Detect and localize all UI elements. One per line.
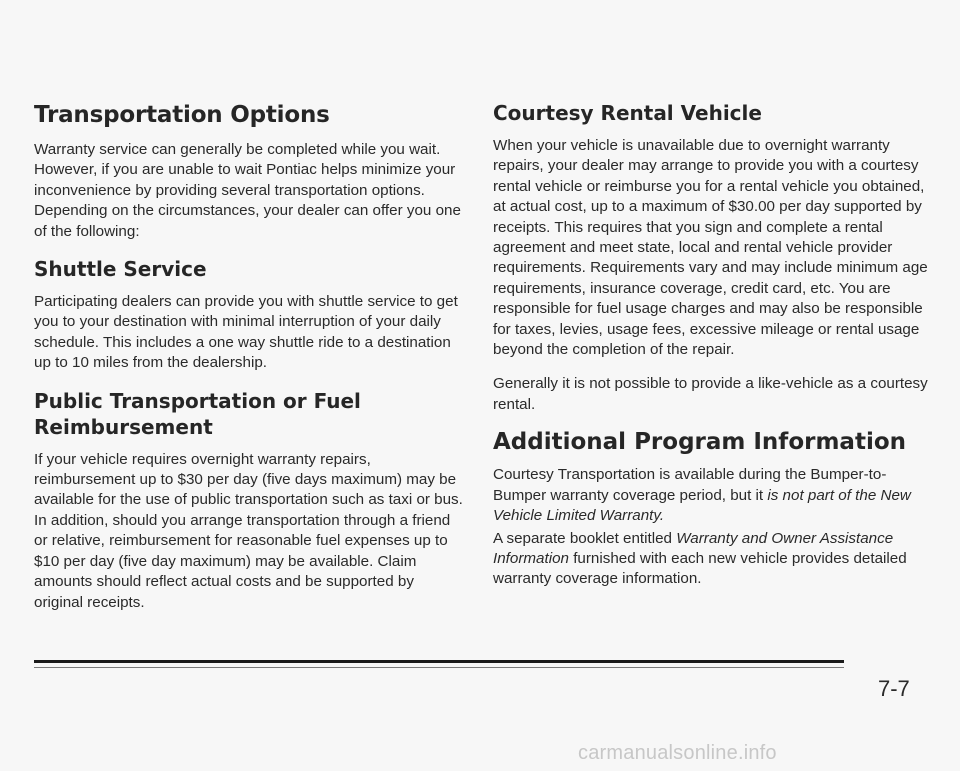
- left-column: [34, 96, 464, 627]
- courtesy-rental-heading: Courtesy Rental Vehicle: [493, 101, 762, 125]
- additional-program-heading: Additional Program Information: [493, 429, 907, 456]
- shuttle-service-heading: Shuttle Service: [34, 257, 207, 282]
- additional-text-1-italic: is not part of the New Vehicle Limited Warranty.: [493, 486, 911, 525]
- footer-rule: [34, 660, 844, 663]
- shuttle-service-text: Participating dealers can provide you with shuttle service to get you to your destination with minimal interruption of your daily schedule. This includes a one way shuttle ride to a destination up to 10 miles from the dealership.: [34, 293, 458, 372]
- page-number: 7-7: [878, 676, 910, 701]
- right-column: [493, 100, 928, 604]
- public-transportation-heading: Public Transportation or Fuel Reimbursement: [34, 388, 361, 439]
- transportation-intro-text: Warranty service can generally be completed while you wait. However, if you are unable to wait Pontiac helps minimize your inconvenience by providing several transportation options. Depending on the circumstances, your dealer can offer you one of the following:: [34, 141, 461, 240]
- additional-text-2-end: furnished with each new vehicle provides detailed warranty coverage information.: [493, 549, 907, 588]
- additional-program-text-2: [493, 529, 928, 590]
- additional-text-1-plain: Courtesy Transportation is available during the Bumper-to-Bumper warranty coverage period, but it: [493, 466, 887, 504]
- additional-program-text-1: [493, 465, 928, 526]
- public-transportation-text: If your vehicle requires overnight warranty repairs, reimbursement up to $30 per day (five days maximum) may be available for the use of public transportation such as taxi or bus. In addition, should you arrange transportation through a friend or relative, reimbursement for reasonable fuel expenses up to $10 per day (five day maximum) may be available. Claim amounts should reflect actual costs and be supported by original receipts.: [34, 450, 463, 611]
- courtesy-rental-text: When your vehicle is unavailable due to overnight warranty repairs, your dealer may arrange to provide you with a courtesy rental vehicle or reimburse you for a rental vehicle you obtained, at actual cost, up to a maximum of $30.00 per day supported by receipts. This requires that you sign and complete a rental agreement and meet state, local and rental vehicle provider requirements. Requirements vary and may include minimum age requirements, insurance coverage, credit card, etc. You are responsible for fuel usage charges and may also be responsible for taxes, levies, usage fees, excessive mileage or rental usage beyond the completion of the repair.: [493, 137, 928, 359]
- additional-text-2-plain: A separate booklet entitled: [493, 529, 677, 547]
- footer-rule-thin: [34, 667, 844, 668]
- watermark-text: carmanualsonline.info: [578, 742, 777, 764]
- courtesy-rental-note: Generally it is not possible to provide a like-vehicle as a courtesy rental.: [493, 375, 928, 413]
- transportation-options-heading: Transportation Options: [34, 102, 330, 128]
- additional-text-2-italic: Warranty and Owner Assistance Information: [493, 529, 894, 567]
